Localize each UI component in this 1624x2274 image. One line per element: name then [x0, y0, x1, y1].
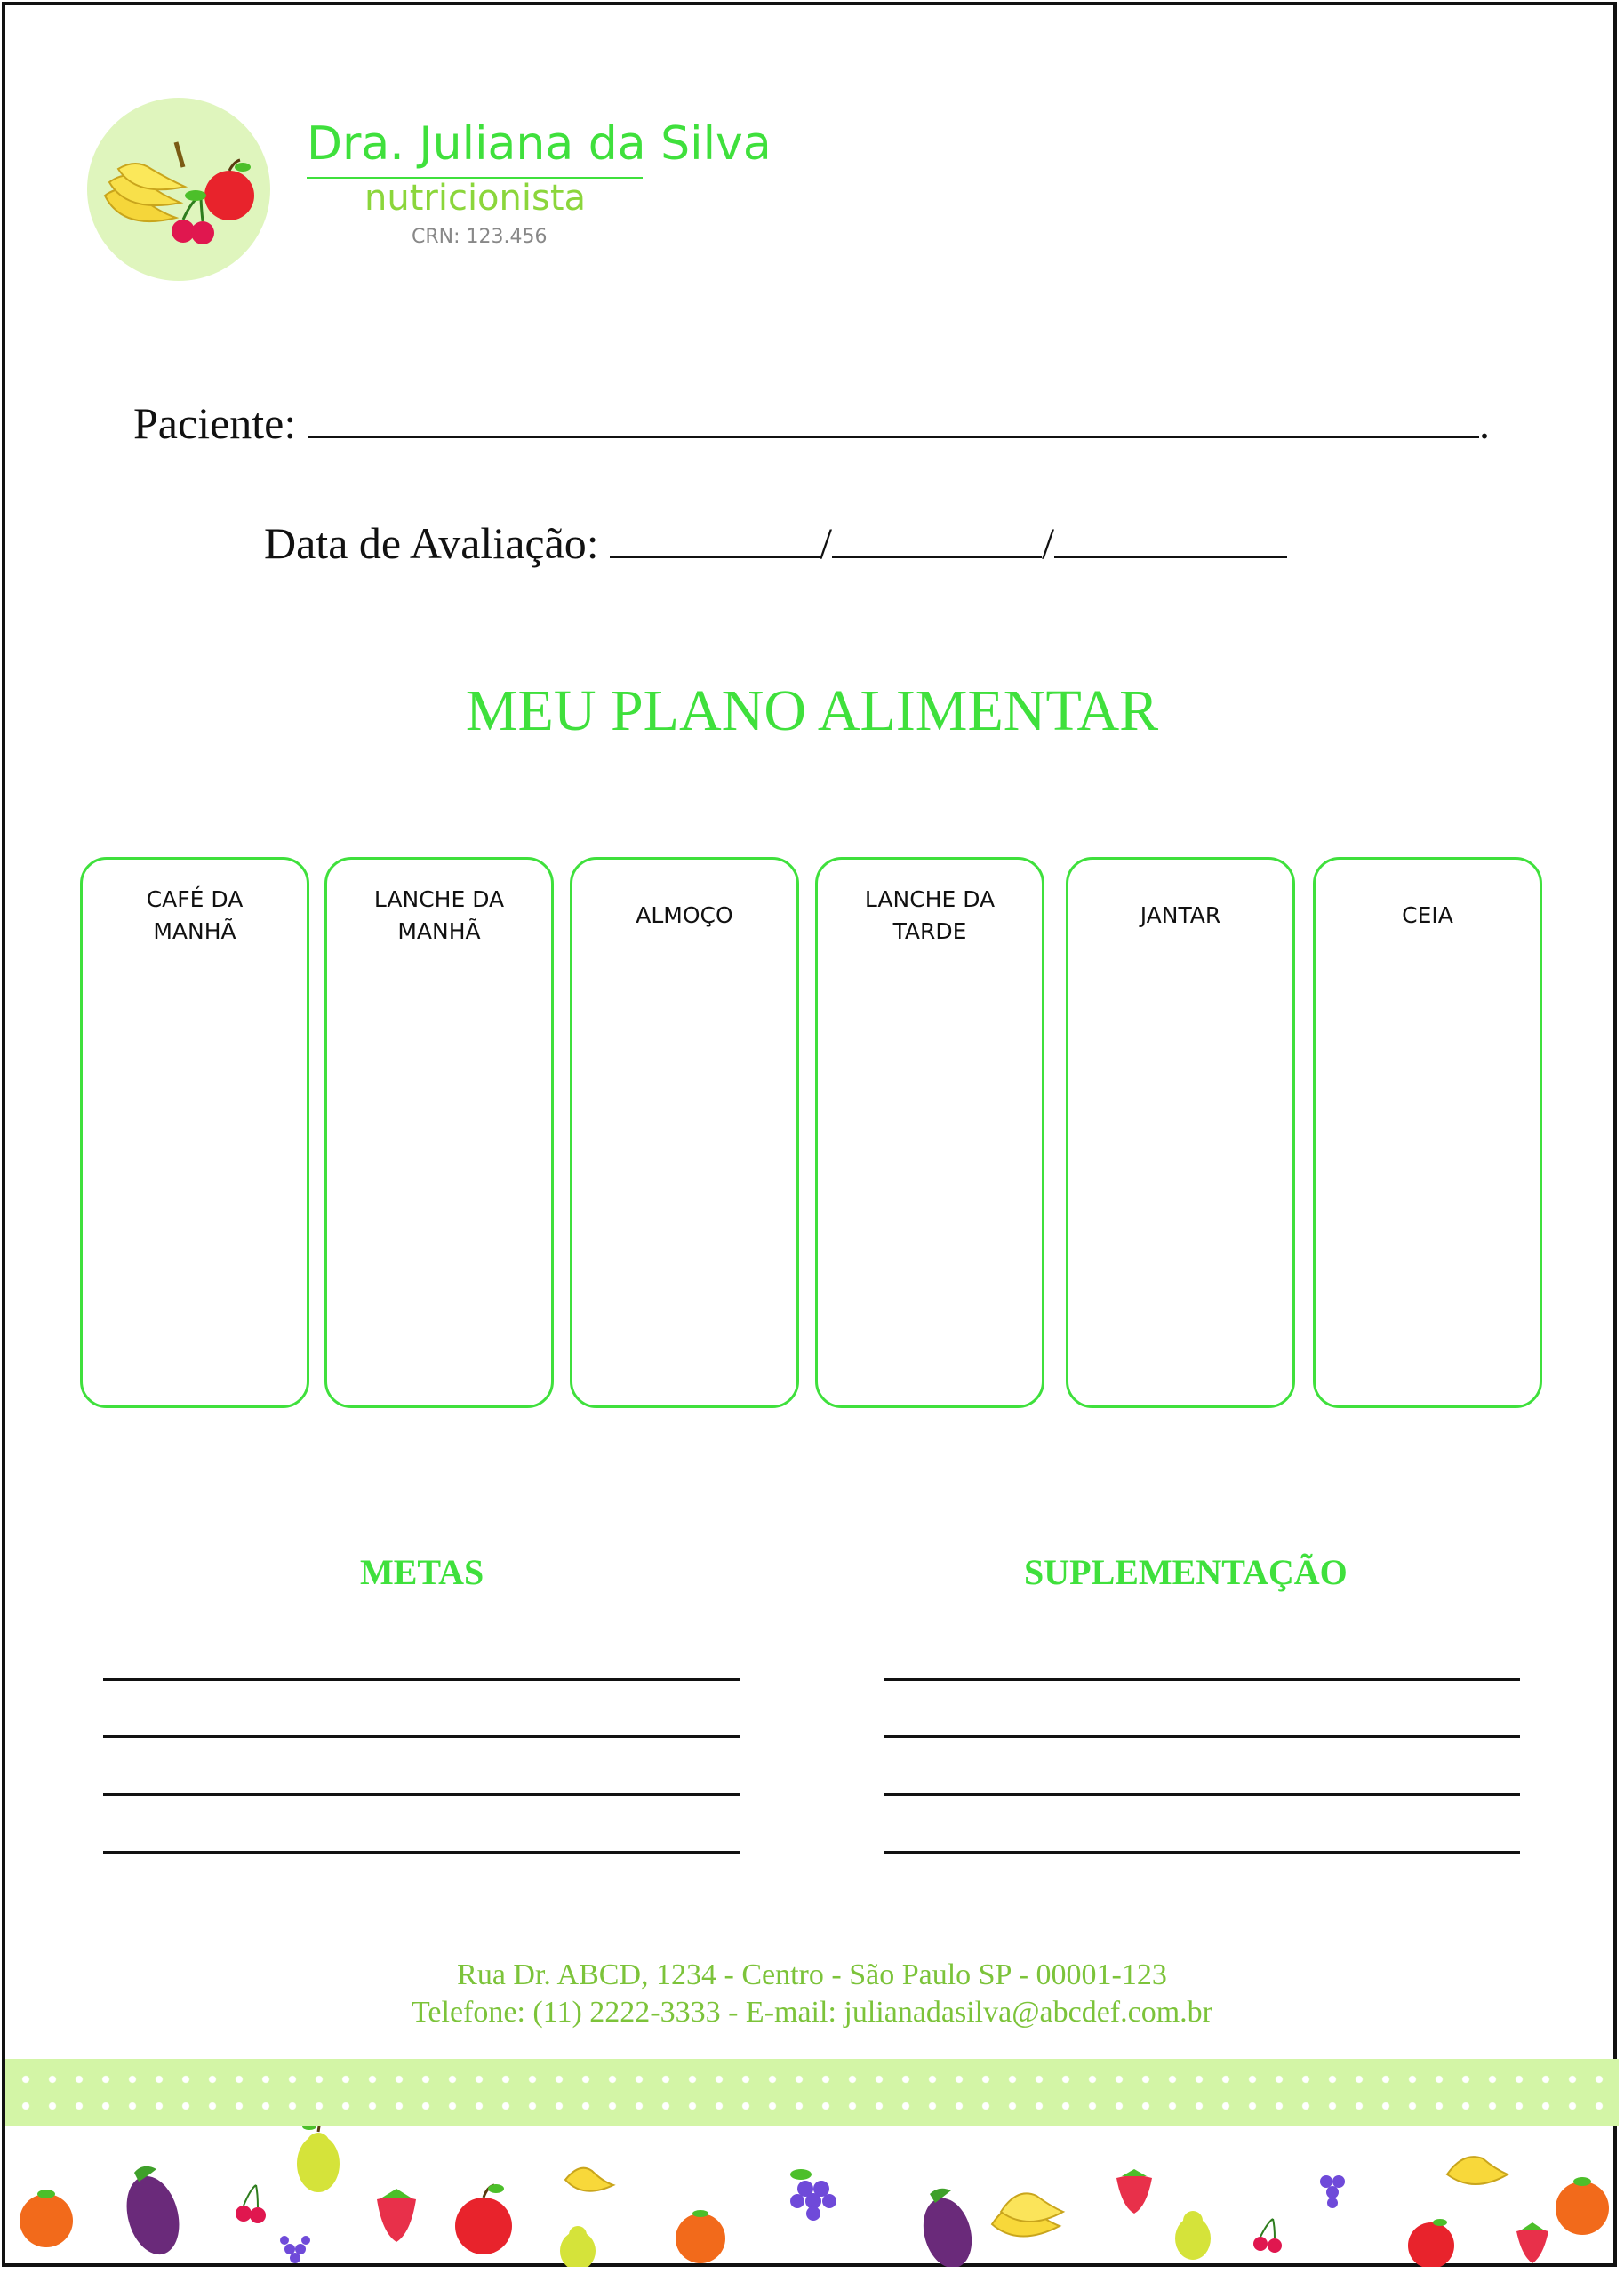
grapes-icon: [1320, 2175, 1345, 2208]
cherries-icon: [1253, 2219, 1282, 2253]
banana-icon: [1447, 2157, 1508, 2184]
date-day-field[interactable]: [610, 520, 820, 558]
meal-label: LANCHE DA MANHÃ: [373, 885, 505, 944]
goals-line[interactable]: [103, 1735, 740, 1738]
banana-icon: [565, 2168, 613, 2191]
orange-icon: [1556, 2177, 1609, 2235]
footer-address: Rua Dr. ABCD, 1234 - Centro - São Paulo SP - 00001-123: [457, 1958, 1167, 1991]
patient-name-field[interactable]: [308, 400, 1479, 438]
supplement-line[interactable]: [884, 1793, 1520, 1796]
supplement-title: SUPLEMENTAÇÃO: [1024, 1552, 1348, 1592]
strawberry-icon: [1116, 2169, 1152, 2214]
apple-icon: [1408, 2219, 1454, 2267]
crn-number: CRN: 123.456: [412, 226, 548, 248]
orange-icon: [676, 2210, 725, 2263]
apple-icon: [455, 2184, 512, 2254]
date-separator-1: /: [820, 518, 833, 568]
logo-circle: [87, 98, 270, 281]
profession-label: nutricionista: [364, 178, 587, 219]
supplement-line[interactable]: [884, 1735, 1520, 1738]
meal-label: CEIA: [1402, 901, 1453, 928]
meal-label: ALMOÇO: [636, 901, 733, 928]
date-year-field[interactable]: [1054, 520, 1287, 558]
meal-box-breakfast[interactable]: [80, 857, 309, 1408]
date-separator-2: /: [1042, 518, 1054, 568]
goals-line[interactable]: [103, 1851, 740, 1854]
patient-end-dot: .: [1478, 398, 1491, 448]
goals-title: METAS: [360, 1552, 484, 1592]
supplement-line[interactable]: [884, 1678, 1520, 1681]
patient-label: Paciente:: [133, 398, 297, 448]
goals-line[interactable]: [103, 1793, 740, 1796]
date-month-field[interactable]: [832, 520, 1042, 558]
eggplant-icon: [916, 2189, 980, 2267]
strawberry-icon: [1516, 2222, 1548, 2263]
fruit-border-decoration: [5, 2126, 1619, 2267]
banana-icon: [992, 2193, 1063, 2236]
grapes-icon: [790, 2169, 836, 2221]
meal-box-afternoon-snack[interactable]: [815, 857, 1044, 1408]
footer-contact: Telefone: (11) 2222-3333 - E-mail: julianadasilva@abcdef.com.br: [412, 1996, 1212, 2029]
strawberry-icon: [377, 2189, 416, 2242]
meal-label: LANCHE DA TARDE: [864, 885, 996, 944]
fruit-logo-icon: [87, 98, 270, 281]
pear-icon: [560, 2226, 596, 2267]
orange-icon: [20, 2190, 73, 2247]
date-row: [264, 517, 1287, 569]
polka-dot-band: [5, 2059, 1619, 2126]
grapes-icon: [280, 2236, 310, 2263]
cherries-icon: [236, 2185, 266, 2223]
plan-title: MEU PLANO ALIMENTAR: [465, 678, 1159, 743]
supplement-line[interactable]: [884, 1851, 1520, 1854]
patient-row: [133, 397, 1490, 449]
meal-label: CAFÉ DA MANHÃ: [146, 885, 244, 944]
doctor-name: Dra. Juliana da Silva: [307, 117, 772, 171]
meal-box-supper[interactable]: [1313, 857, 1542, 1408]
meal-label: JANTAR: [1140, 901, 1221, 928]
meal-box-lunch[interactable]: [570, 857, 799, 1408]
meal-box-dinner[interactable]: [1066, 857, 1295, 1408]
eggplant-icon: [118, 2166, 187, 2261]
pear-icon: [297, 2126, 340, 2192]
date-label: Data de Avaliação:: [264, 518, 599, 568]
goals-line[interactable]: [103, 1678, 740, 1681]
pear-icon: [1175, 2211, 1211, 2260]
meal-box-morning-snack[interactable]: [324, 857, 554, 1408]
